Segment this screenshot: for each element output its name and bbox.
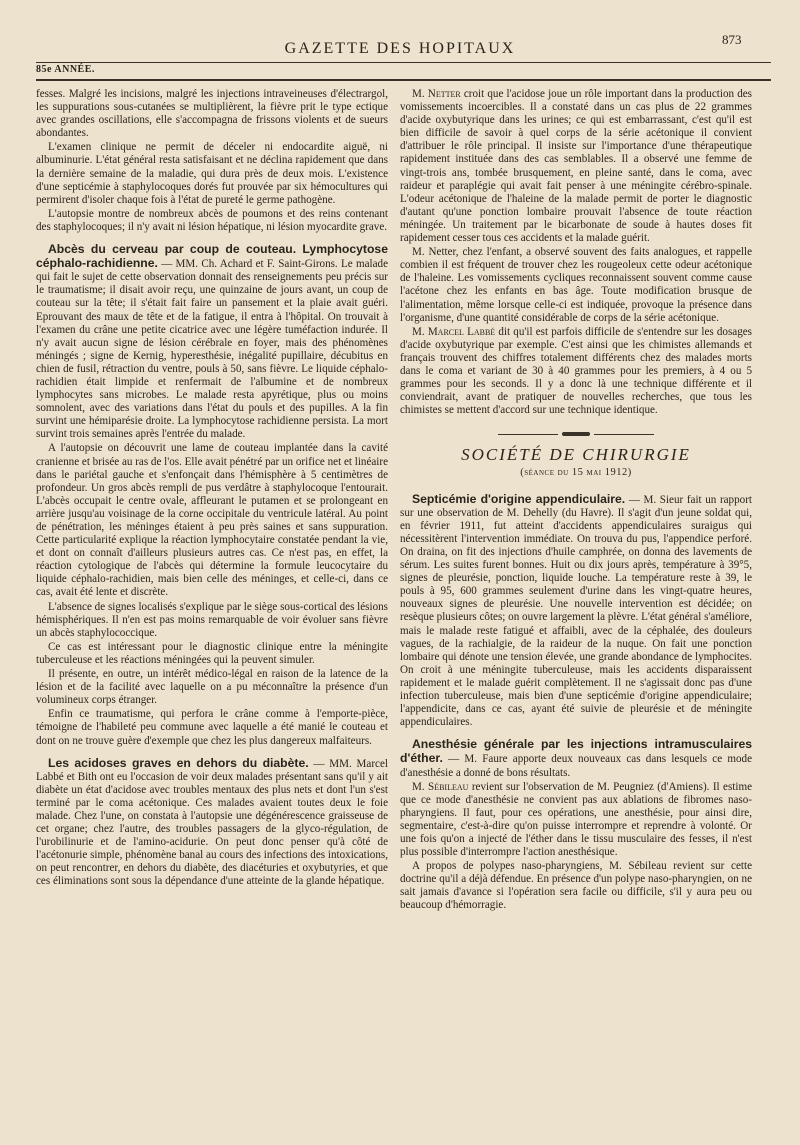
speaker-name: M. Netter <box>412 88 461 100</box>
paragraph: L'examen clinique ne permit de déceler ni endocardite aiguë, ni albuminurie. L'état général resta satisfaisant et ne déclina rapidement que dans la dernière semaine de la maladie, qui dura près de deux mois. L'existence d'une septicémie à staphylocoques dorés fut prouvée par six hémocultures qui permirent d'isoler chaque fois à l'état de pureté le germe pathogène. <box>36 141 388 206</box>
paragraph-text: dit qu'il est parfois difficile de s'entendre sur les dosages d'acide oxybutyrique par exemple. C'est ainsi que les chimistes allemands et français trouvent des chiffres totalement différents chez des malades morts dans le coma et variant de 30 à 40 grammes pour les premiers, à 4 ou 5 grammes pour les seconds. Il y a donc là une technique différente et il conviendrait, avant de pratiquer de nouvelles recherches, que tous les chimistes se mettent d'accord sur une technique identique. <box>400 325 752 417</box>
paragraph <box>400 326 752 418</box>
session-date: (séance du 15 mai 1912) <box>520 466 632 478</box>
section-paragraph <box>400 738 752 779</box>
edition-label: 85e ANNÉE. <box>36 64 95 75</box>
right-column <box>400 88 752 1140</box>
masthead-title: GAZETTE DES HOPITAUX <box>284 40 516 57</box>
paragraph: L'absence de signes localisés s'explique par le siège sous-cortical des lésions hémisphériques. Il n'en est pas moins remarquable de voir évoluer sans fièvre un abcès staphylococcique. <box>36 600 388 639</box>
paragraph: L'autopsie montre de nombreux abcès de poumons et des reins contenant des staphylocoques; il n'y avait ni lésion hépatique, ni lésion myocardite grave. <box>36 207 388 233</box>
paragraph <box>400 88 752 245</box>
section-heading: Abcès du cerveau par coup de couteau. Lymphocytose céphalo-rachidienne. <box>36 242 388 271</box>
paragraph: Enfin ce traumatisme, qui perfora le crâne comme à l'emporte-pièce, témoigne de l'habileté peu commune avec laquelle a été manié le couteau et dont on ne trouve guère d'exemple que chez les plus dangereux malfaiteurs. <box>36 708 388 747</box>
paragraph: M. Netter, chez l'enfant, a observé souvent des faits analogues, et rappelle combien il est fréquent de trouver chez les rougeoleux cette odeur acétonique de l'haleine. Les vomissements cycliques reconnaissent souvent comme cause l'acétone chez les enfants en bas âge. Toute modification brusque de l'alimentation, même lorsque celle-ci est indiquée, provoque la présence dans l'organisme, d'une quantité considérable de corps de la série acétonique. <box>400 246 752 324</box>
section-paragraph <box>36 757 388 889</box>
section-authors: — M. Sieur <box>628 493 684 506</box>
paragraph <box>400 781 752 860</box>
section-text: ont eu l'occasion de voir deux malades présentant sans qu'il y ait diabète un état d'acidose avec troubles mentaux des plus nets et dont l'un s'est terminé par le coma acétonique. Ces malades avaient toutes deux le foie malade. Chez l'une, on constata à l'autopsie une dégénérescence graisseuse de cet organe; chez l'autre, des troubles passagers de la glyco-régulation, de l'urobilinurie et de l'amino-acidurie. On peut donc penser qu'à côté de l'acétonurie simple, phénomène banal au cours des infections des intoxications, on peut rencontrer, en dehors du diabète, des diacéturies et oxybutyries, et que ces éliminations sont sous la dépendance d'une atteinte de la glande hépatique. <box>36 770 388 888</box>
speaker-name: M. Sébileau <box>412 780 469 793</box>
left-column <box>36 88 388 1140</box>
section-text: fait un rapport sur une observation de M. Dehelly (du Havre). Il s'agit d'un jeune soldat qui, en février 1911, fut atteint d'accidents appendiculaires suraigus qui nécessitèrent l'intervention immédiate. On trouva du pus, l'appendice perforé. On draina, on fit des injections d'huile camphrée, on donna des lavements de sérum. Les suites furent bonnes. Huit ou dix jours après, température à 39°5, signes de pleurésie, ponction, liquide louche. La température reste à 39, le pouls à 95, 600 grammes seulement d'urine dans les vingt-quatre heures, nouveaux signes de pleurésie. Une nouvelle intervention est décidée; on resèque plusieurs côtes; on ouvre largement la plèvre. L'état général s'améliore, mais le malade reste fatigué et affaibli, avec de la céphalée, des douleurs vagues, de la rachialgie, de la raideur de la nuque. On fait une ponction lombaire qui dénote une tension élevée, une grande abondance de lymphocites. On croit à une méningite tuberculeuse, mais les accidents disparaissent rapidement et le malade guérit complètement. Il ne s'agissait donc pas d'une infection tuberculeuse, mais bien d'une septicémie d'origine appendiculaire; l'appendicite, dans ce cas, ayant été suivie de pleurésie et de méningite appendiculaires. <box>400 493 752 729</box>
section-authors: — M. Faure <box>448 753 508 766</box>
speaker-name: M. Marcel Labbé <box>412 325 496 338</box>
section-text: apporte deux nouveaux cas dans lesquels ce mode d'anesthésie a donné de bons résultats. <box>400 753 752 779</box>
section-authors: — MM. Ch. Achard et F. Saint-Girons. <box>161 258 338 271</box>
paragraph: Ce cas est intéressant pour le diagnostic clinique entre la méningite tuberculeuse et les réactions méningées qui la peuvent simuler. <box>36 640 388 666</box>
header-rule-bottom <box>36 79 771 81</box>
paragraph-text: croit que l'acidose joue un rôle important dans la production des vomissements incoercibles. Il a constaté dans un cas plus de 22 grammes d'acide oxybutyrique dans les urines; ce qui est embarrassant, c'est qu'il est bien difficile de savoir à quel corps de la série acétonique il convient d'attribuer le rôle principal. Il insiste sur l'importance d'une thérapeutique rapidement instituée dans des cas semblables. Il a observé une femme de vingt-trois ans, tombée brusquement, en pleine santé, dans le coma, avec raideur et paraplégie qui avait fait penser à une méningite cérébro-spinale. L'odeur acétonique de l'haleine de la malade permit de porter le diagnostic d'autant qu'une ponction lombaire prouvait l'absence de toute réaction méningée. Un traitement par le bicarbonate de soude à hautes doses fit rapidement cesser tous ces accidents et la malade guérit. <box>400 88 752 245</box>
page-number: 873 <box>722 32 742 47</box>
paragraph: fesses. Malgré les incisions, malgré les injections intraveineuses d'électrargol, les suppurations sous-cutanées se multiplièrent, la fièvre prit le type ectique avec grandes oscillations, elle s'accompagna de frissons violents et de sueurs abondantes. <box>36 88 388 140</box>
section-separator <box>400 427 752 440</box>
paragraph: A propos de polypes naso-pharyngiens, M. Sébileau revient sur cette doctrine qu'il a déjà défendue. En présence d'un polype naso-pharyngien, on ne sait jamais d'avance si l'opération sera facile ou difficile, s'il y aura peu ou beaucoup d'hémorragie. <box>400 860 752 912</box>
section-authors: — MM. Marcel Labbé et Bith <box>36 757 388 783</box>
header-rule-top <box>36 62 771 63</box>
paragraph-text: revient sur l'observation de M. Peugniez (d'Amiens). Il estime que ce mode d'anesthésie ne convient pas aux ablations de fibromes naso-pharyngiens. Il faut, pour ces opérations, une anesthésie, pour ainsi dire, segmentaire, c'est-à-dire qu'on puisse interrompre et reprendre à volonté. Or une fois qu'on a injecté de l'éther dans le tissu musculaire des fesses, il n'est plus possible d'interrompre l'action anesthésique. <box>400 780 752 859</box>
society-title: SOCIÉTÉ DE CHIRURGIE <box>461 445 691 465</box>
section-heading: Anesthésie générale par les injections intramusculaires d'éther. <box>400 737 752 766</box>
section-paragraph <box>36 243 388 441</box>
paragraph: Il présente, en outre, un intérêt médico-légal en raison de la latence de la lésion et de la facilité avec laquelle on a pu méconnaître la présence d'un volumineux corps étranger. <box>36 668 388 707</box>
section-text: Le malade qui fait le sujet de cette observation donnait des renseignements peu précis sur le traumatisme; il disait avoir reçu, une quinzaine de jours avant, un coup de couteau sur la tête; il s'était fait faire un pansement et la plaie avait guéri. Eprouvant des maux de tête et de la fatigue, il entra à l'hôpital. On trouvait à l'examen du crâne une petite cicatrice avec une légère tuméfaction indurée. Il n'y avait aucun signe de lésion cérébrale en foyer, mais des phénomènes méningés ; signe de Kernig, hyperesthésie, inégalité pupillaire, décubitus en chien de fusil, rétraction du ventre, pouls à 50, sans fièvre. Le liquide céphalo-rachidien était limpide et renfermait de l'albumine et de nombreux lymphocytes sans microbes. Le malade resta apyrétique, plus ou moins somnolent, avec des variations dans l'état du pouls et des pupilles. A la fin survint une hémiparésie droite. La lymphocytose rachidienne persista. La mort survint trois semaines après l'entrée du malade. <box>36 258 388 441</box>
section-heading: Septicémie d'origine appendiculaire. <box>412 491 626 506</box>
section-heading: Les acidoses graves en dehors du diabète. <box>48 755 309 770</box>
paragraph: A l'autopsie on découvrit une lame de couteau implantée dans la cavité cranienne et brisée au ras de l'os. Elle avait pénétré par un orifice net et linéaire dans le pariétal gauche et s'enfonçait dans l'hémisphère à 5 centimètres de profondeur. Un gros abcès rempli de pus verdâtre à staphylocoque l'entourait. L'abcès occupait le centre ovale, affleurant le putamen et se prolongeant en arrière jusqu'au voisinage de la corne occipitale du ventricule latéral. Au point de pénétration, les méninges étaient à peu près saines et sans suppuration. Cette particularité explique la réaction lymphocytaire constatée pendant la vie, et dont on connaît d'ailleurs plusieurs autres cas. Ce n'est pas, en effet, la réaction cytologique de l'abcès qui détermine la formule leucocytaire du liquide céphalo-rachidien, mais bien celle des méninges, et celle-ci, dans ce cas, avait été lente et discrète. <box>36 442 388 599</box>
section-paragraph <box>400 493 752 730</box>
